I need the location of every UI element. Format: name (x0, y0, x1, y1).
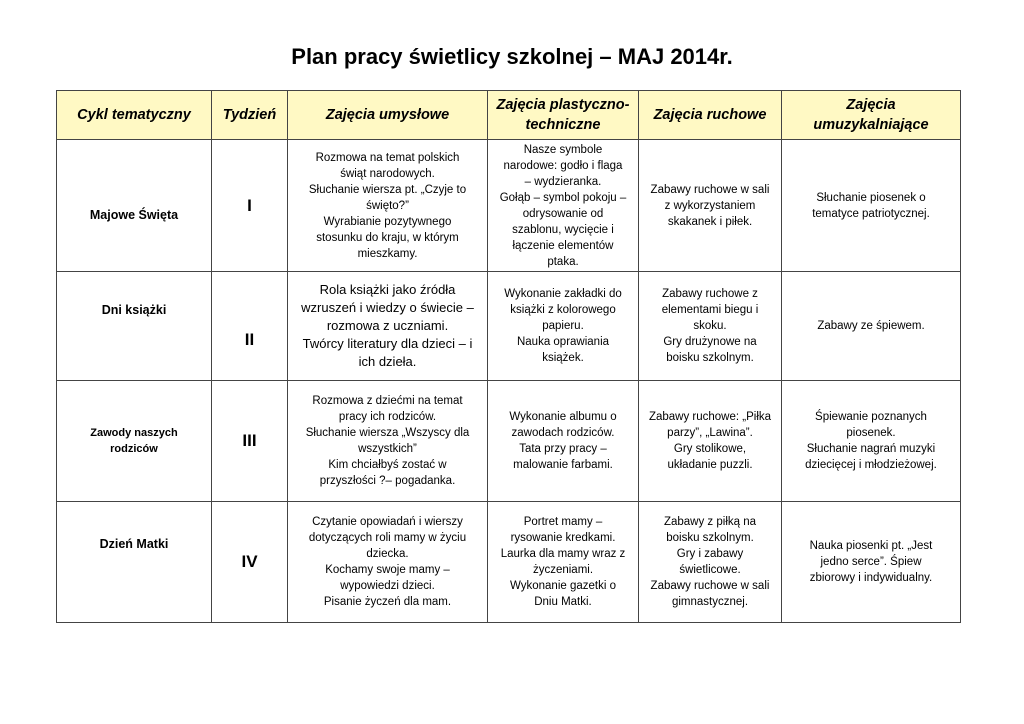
movement-cell: Zabawy ruchowe z elementami biegu i skoku. Gry drużynowe na boisku szkolnym. (639, 272, 782, 381)
header-row (57, 91, 961, 140)
header-music: Zajęcia umuzykalniające (782, 91, 961, 140)
mental-cell: Rola książki jako źródła wzruszeń i wiedzy o świecie – rozmowa z uczniami. Twórcy literatury dla dzieci – i ich dzieła. (288, 272, 488, 381)
movement-cell: Zabawy ruchowe: „Piłka parzy”, „Lawina”. Gry stolikowe, układanie puzzli. (639, 381, 782, 502)
movement-cell: Zabawy z piłką na boisku szkolnym. Gry i zabawy świetlicowe. Zabawy ruchowe w sali gimnastycznej. (639, 502, 782, 623)
header-week: Tydzień (212, 91, 288, 140)
art-cell: Wykonanie zakładki do książki z kolorowego papieru. Nauka oprawiania książek. (488, 272, 639, 381)
music-cell: Śpiewanie poznanych piosenek. Słuchanie nagrań muzyki dziecięcej i młodzieżowej. (782, 381, 961, 502)
week-cell: IV (212, 502, 288, 623)
table-row (57, 502, 961, 623)
table-row (57, 272, 961, 381)
header-movement: Zajęcia ruchowe (639, 91, 782, 140)
week-cell: III (212, 381, 288, 502)
mental-cell: Rozmowa z dziećmi na temat pracy ich rodziców. Słuchanie wiersza „Wszyscy dla wszystkich” Kim chciałbyś zostać w przyszłości ?– pogadanka. (288, 381, 488, 502)
music-cell: Nauka piosenki pt. „Jest jedno serce”. Śpiew zbiorowy i indywidualny. (782, 502, 961, 623)
header-mental: Zajęcia umysłowe (288, 91, 488, 140)
mental-cell: Czytanie opowiadań i wierszy dotyczących roli mamy w życiu dziecka. Kochamy swoje mamy – wypowiedzi dzieci. Pisanie życzeń dla mam. (288, 502, 488, 623)
week-cell: II (212, 272, 288, 381)
movement-cell: Zabawy ruchowe w sali z wykorzystaniem skakanek i piłek. (639, 140, 782, 272)
cycle-cell: Dni książki (57, 272, 212, 381)
music-cell: Zabawy ze śpiewem. (782, 272, 961, 381)
cycle-cell: Zawody naszych rodziców (57, 381, 212, 502)
music-cell: Słuchanie piosenek o tematyce patriotycznej. (782, 140, 961, 272)
cycle-cell: Majowe Święta (57, 140, 212, 272)
plan-table (56, 90, 961, 623)
table-row (57, 140, 961, 272)
art-cell: Wykonanie albumu o zawodach rodziców. Tata przy pracy – malowanie farbami. (488, 381, 639, 502)
art-cell: Nasze symbole narodowe: godło i flaga – wydzieranka. Gołąb – symbol pokoju – odrysowanie od szablonu, wycięcie i łączenie elementów ptaka. (488, 140, 639, 272)
week-cell: I (212, 140, 288, 272)
page-title: Plan pracy świetlicy szkolnej – MAJ 2014r. (291, 44, 733, 69)
header-cycle: Cykl tematyczny (57, 91, 212, 140)
table-row (57, 381, 961, 502)
art-cell: Portret mamy – rysowanie kredkami. Laurka dla mamy wraz z życzeniami. Wykonanie gazetki o Dniu Matki. (488, 502, 639, 623)
header-art: Zajęcia plastyczno- techniczne (488, 91, 639, 140)
cycle-cell: Dzień Matki (57, 502, 212, 623)
mental-cell: Rozmowa na temat polskich świąt narodowych. Słuchanie wiersza pt. „Czyje to święto?” Wyrabianie pozytywnego stosunku do kraju, w którym mieszkamy. (288, 140, 488, 272)
